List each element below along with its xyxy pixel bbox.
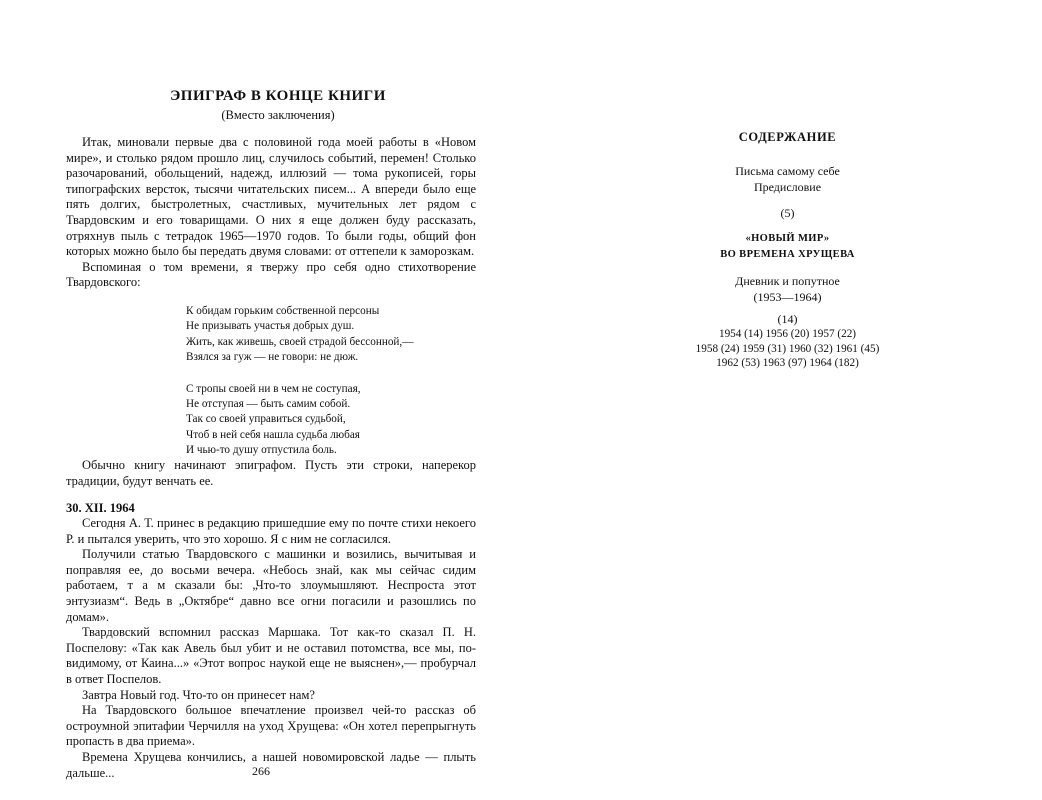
paragraph: Времена Хрущева кончились, а нашей новомировской ладье — плыть дальше... xyxy=(66,749,476,780)
paragraph: Вспоминая о том времени, я твержу про себя одно стихотворение Твардовского: xyxy=(66,259,476,290)
toc-entry: Предисловие xyxy=(753,180,822,194)
toc-page-ref: (5) xyxy=(780,206,795,220)
table-of-contents xyxy=(655,130,920,371)
paragraph: Твардовский вспомнил рассказ Маршака. Тот как-то сказал П. Н. Поспелову: «Так как Авель был убит и не оставил потомства, все мы, по-видимому, от Каина...» «Этот вопрос наукой еще не выяснен»,— пробурчал в ответ Поспелов. xyxy=(66,625,476,686)
poem-line: С тропы своей ни в чем не соступая, xyxy=(186,382,361,395)
poem xyxy=(186,304,486,475)
poem-line: Чтоб в ней себя нашла судьба любая xyxy=(186,428,360,441)
page-number: 266 xyxy=(252,764,270,778)
paragraph: Обычно книгу начинают эпиграфом. Пусть эти строки, наперекор традиции, будут венчать ее. xyxy=(66,458,476,488)
chapter-subtitle: (Вместо заключения) xyxy=(221,108,335,122)
toc-heading: СОДЕРЖАНИЕ xyxy=(738,130,837,144)
left-page xyxy=(66,0,490,800)
poem-line: Взялся за гуж — не говори: не дюж. xyxy=(186,351,359,364)
poem-line: К обидам горьким собственной персоны xyxy=(186,305,380,317)
toc-year-list xyxy=(655,327,920,371)
toc-section-title: «НОВЫЙ МИР» xyxy=(745,233,830,244)
paragraph: Сегодня А. Т. принес в редакцию пришедшие ему по почте стихи некоего Р. и пытался уверить, что это хорошо. Я с ним не согласился. xyxy=(66,516,476,546)
toc-year-line: 1954 (14) 1956 (20) 1957 (22) xyxy=(718,328,857,340)
poem-line: Не отступая — быть самим собой. xyxy=(186,398,351,411)
paragraph: Завтра Новый год. Что-то он принесет нам? xyxy=(82,687,315,702)
right-page xyxy=(655,0,915,800)
chapter-title: ЭПИГРАФ В КОНЦЕ КНИГИ xyxy=(170,88,386,104)
toc-entry: Дневник и попутное xyxy=(735,274,840,288)
toc-entry: (1953—1964) xyxy=(753,290,822,304)
paragraph: Получили статью Твардовского с машинки и возились, вычитывая и поправляя ее, до восьми вечера. «Небось знай, как мы сейчас сидим работаем, т а м сказали бы: „Что-то злоумышляют. Неспроста этот энтузиазм“. Ведь в „Октябре“ давно все огни погасили и разошлись по домам». xyxy=(66,547,476,624)
diary-entry xyxy=(66,516,476,781)
poem-line: Не призывать участья добрых душ. xyxy=(186,320,355,333)
toc-year-line: 1962 (53) 1963 (97) 1964 (182) xyxy=(716,357,859,369)
paragraph: Итак, миновали первые два с половиной года моей работы в «Новом мире», и столько рядом прошло лиц, случилось событий, перемен! Столько разочарований, обольщений, надежд, иллюзий — тома рукописей, горы типографских версток, тысячи читательских писем... А впереди было еще пять долгих, быстролетных, счастливых, мучительных лет рядом с Твардовским и его товарищами. О них я еще должен буду рассказать, отряхнув пыль с тетрадок 1965—1970 годов. То были годы, общий фон которых можно было бы передать двумя словами: от оттепели к заморозкам. xyxy=(66,135,476,259)
poem-line: Жить, как живешь, своей страдой бессонной,— xyxy=(186,335,414,348)
poem-line: И чью-то душу отпустила боль. xyxy=(186,444,337,457)
poem-stanza xyxy=(186,304,486,366)
after-poem-text xyxy=(66,458,476,489)
toc-entry: Письма самому себе xyxy=(735,164,840,178)
toc-section-title: ВО ВРЕМЕНА ХРУЩЕВА xyxy=(720,249,855,260)
intro-text xyxy=(66,135,476,291)
toc-page-ref: (14) xyxy=(777,312,798,326)
poem-stanza xyxy=(186,382,486,459)
toc-year-line: 1958 (24) 1959 (31) 1960 (32) 1961 (45) xyxy=(695,342,880,355)
poem-line: Так со своей управиться судьбой, xyxy=(186,413,346,426)
paragraph: На Твардовского большое впечатление произвел чей-то рассказ об остроумной эпитафии Черчилля на уход Хрущева: «Он хотел перепрыгнуть пропасть в два приема». xyxy=(66,703,476,749)
diary-date-heading: 30. XII. 1964 xyxy=(66,501,135,515)
